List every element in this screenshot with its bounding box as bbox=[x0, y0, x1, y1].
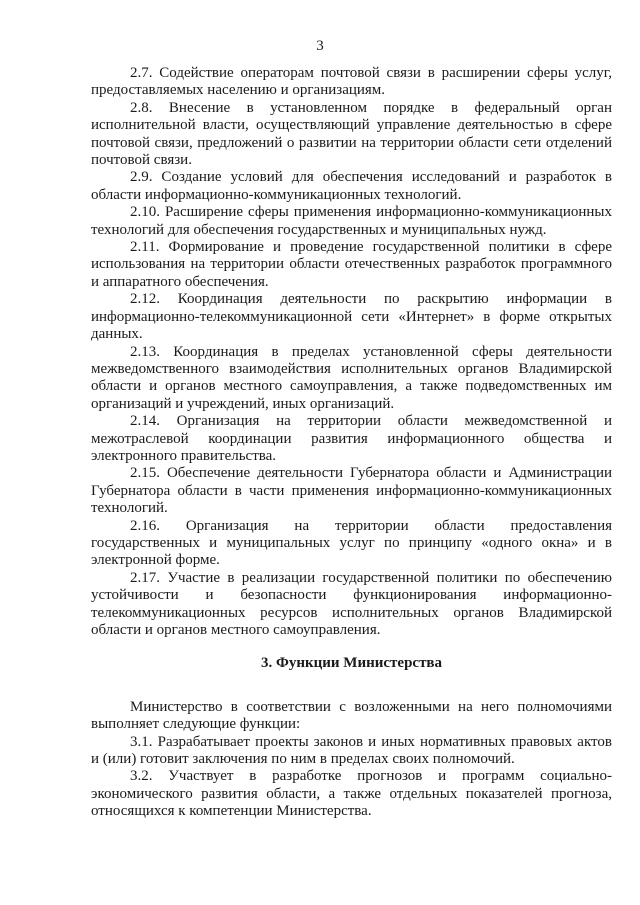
paragraph-2-12: 2.12. Координация деятельности по раскрытию информации в информационно-телекоммуникационной сети «Интернет» в форме открытых данных. bbox=[91, 291, 612, 343]
paragraph-2-16: 2.16. Организация на территории области предоставления государственных и муниципальных услуг по принципу «одного окна» и в электронной форме. bbox=[91, 517, 612, 569]
paragraph-3-2: 3.2. Участвует в разработке прогнозов и программ социально-экономического развития области, а также отдельных показателей прогноза, относящихся к компетенции Министерства. bbox=[91, 768, 612, 820]
paragraph-intro: Министерство в соответствии с возложенными на него полномочиями выполняет следующие функции: bbox=[91, 698, 612, 733]
paragraph-2-11: 2.11. Формирование и проведение государственной политики в сфере использования на территории области отечественных разработок программного и аппаратного обеспечения. bbox=[91, 239, 612, 290]
paragraph-2-8: 2.8. Внесение в установленном порядке в федеральный орган исполнительной власти, осуществляющий управление деятельностью в сфере почтовой связи, предложений о развитии на территории области сети отделений почтовой связи. bbox=[91, 99, 612, 169]
paragraph-2-15: 2.15. Обеспечение деятельности Губернатора области и Администрации Губернатора области в части применения информационно-коммуникационных технологий. bbox=[91, 465, 612, 517]
document-body bbox=[91, 65, 612, 821]
paragraph-2-13: 2.13. Координация в пределах установленной сферы деятельности межведомственного взаимодействия исполнительных органов Владимирской области и органов местного самоуправления, а также подведомственных им организаций и учреждений, иных организаций. bbox=[91, 343, 612, 412]
paragraph-2-14: 2.14. Организация на территории области межведомственной и межотраслевой координации развития информационного общества и электронного правительства. bbox=[91, 413, 612, 464]
paragraph-2-7: 2.7. Содействие операторам почтовой связи в расширении сферы услуг, предоставляемых населению и организациям. bbox=[91, 65, 612, 99]
paragraph-2-17: 2.17. Участие в реализации государственной политики по обеспечению устойчивости и безопасности функционирования информационно-телекоммуникационных ресурсов исполнительных органов Владимирской области и органов местного самоуправления. bbox=[91, 569, 612, 638]
section-heading: 3. Функции Министерства bbox=[260, 655, 443, 672]
paragraph-2-9: 2.9. Создание условий для обеспечения исследований и разработок в области информационно-коммуникационных технологий. bbox=[91, 169, 612, 203]
paragraph-3-1: 3.1. Разрабатывает проекты законов и иных нормативных правовых актов и (или) готовит заключения по ним в пределах своих полномочий. bbox=[91, 733, 612, 768]
paragraph-2-10: 2.10. Расширение сферы применения информационно-коммуникационных технологий для обеспечения государственных и муниципальных нужд. bbox=[91, 204, 612, 238]
page-number: 3 bbox=[316, 38, 324, 54]
